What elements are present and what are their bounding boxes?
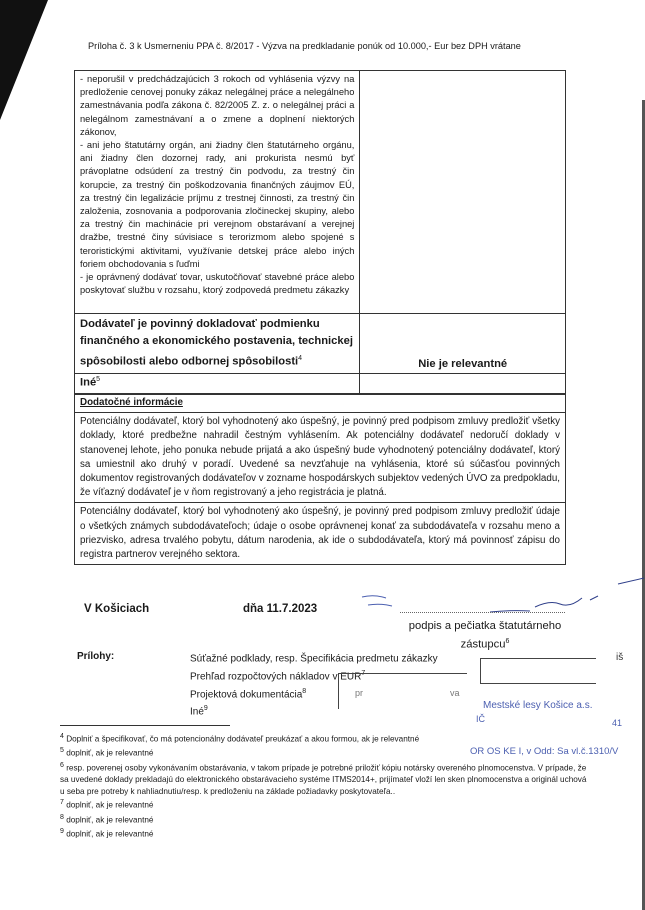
conditions-table [74, 70, 566, 395]
stamp-fragment: pr [355, 688, 364, 698]
condition-item: - je oprávnený dodávať tovar, uskutočňovať stavebné práce alebo poskytovať službu v rozsahu, ktorý zodpovedá predmetu zákazky [80, 272, 355, 296]
stamp-line: Mestské lesy Košice a.s. [483, 700, 593, 711]
footnote: $^4$ Doplniť a špecifikovať, čo má potencionálny dodávateľ preukázať a akou formou, ak je relevantné [60, 733, 420, 744]
additional-info-paragraph: Potenciálny dodávateľ, ktorý bol vyhodnotený ako úspešný, je povinný pred podpisom zmluvy predložiť údaje o všetkých známych subdodávateľoch; údaje o osobe oprávnenej konať za subdodávateľa v rozsahu meno a priezvisko, adresa trvalého pobytu, dátum narodenia, ak ide o subdodávateľa, ktorý má povinnosť zápisu do registra partnerov verejného sektora. [75, 503, 566, 565]
other-label: Iné$^5$ [75, 373, 360, 394]
additional-info-title: Dodatočné informácie [75, 394, 566, 413]
financial-condition-value: Nie je relevantné [360, 314, 566, 374]
attachment-item: Súťažné podklady, resp. Špecifikácia predmetu zákazky [190, 653, 438, 665]
stamp-line: IČ [476, 714, 485, 724]
signature-line [400, 612, 565, 613]
stamp-frame [480, 658, 596, 684]
date: dňa 11.7.2023 [243, 603, 318, 615]
attachment-item: Prehľad rozpočtových nákladov v EUR$^7$ [190, 669, 366, 683]
condition-item: - neporušil v predchádzajúcich 3 rokoch od vyhlásenia výzvy na predloženie cenovej ponuky zákaz nelegálnej práce a nelegálneho zamestnávania podľa zákona č. 82/2005 Z. z. o nelegálnej práci a nelegálnom zamestnávaní a o zmene a doplnení niektorých zákonov, [80, 74, 355, 137]
footnote: $^9$ doplniť, ak je relevantné [60, 827, 154, 839]
footnote: $^7$ doplniť, ak je relevantné [60, 799, 154, 810]
stamp-line: OR OS KE I, v Odd: Sa vl.č.1310/V [470, 746, 619, 757]
footnote: $^6$ resp. poverenej osoby vykonávaním obstarávania, v takom prípade je potrebné priložiť kópiu notársky overeného plnomocenstva. V prípade, že sa uvedené doklady prekladajú do elektronického obstarávacieho systéme ITMS2014+, prijímateľ vloží len sken plnomocenstva a originál uchová u seba pre potreby k nahliadnutiu/resp. k predloženiu na základe požiadavky poskytovateľa.. [60, 761, 587, 796]
conditions-value-cell [360, 71, 566, 314]
page-header: Príloha č. 3 k Usmerneniu PPA č. 8/2017 - Výzva na predkladanie ponúk od 10.000,- Eur bez DPH vrátane [88, 41, 521, 51]
financial-condition-label: Dodávateľ je povinný dokladovať podmienku finančného a ekonomického postavenia, technickej spôsobilosti alebo odbornej spôsobilosti$^4$ [75, 314, 360, 374]
attachments-label: Prílohy: [77, 651, 115, 662]
footnote-divider [60, 725, 230, 726]
signature-label: podpis a pečiatka štatutárneho zástupcu$^6$ [408, 620, 562, 651]
stamp-fragment: va [450, 688, 460, 698]
condition-item: - ani jeho štatutárny orgán, ani žiadny člen štatutárneho orgánu, ani žiadny člen dozornej rady, ani prokurista nesmú byť právoplatne odsúdení za trestný čin podvodu, za trestný čin korupcie, za trestný čin poškodzovania finančných záujmov EÚ, za trestný čin legalizácie príjmu z trestnej činnosti, za trestný čin založenia, zosnovania a podporovania zločineckej skupiny, alebo za trestný čin machinácie pri verejnom obstarávaní a verejnej dražbe, trestné činy súvisiace s terorizmom alebo spojené s teroristickými aktivitami, využívanie detskej práce alebo iných foriem obchodovania s ľuďmi [80, 140, 355, 269]
conditions-cell [75, 71, 360, 314]
footnotes [60, 731, 590, 840]
footnote: $^5$ doplniť, ak je relevantné [60, 747, 154, 759]
attachment-item: Iné$^9$ [190, 705, 208, 718]
footnote: $^8$ doplniť, ak je relevantné [60, 813, 154, 825]
place: V Košiciach [84, 603, 150, 615]
stamp-line: 41 [612, 718, 623, 728]
scan-corner-shadow [0, 0, 48, 120]
additional-info-table [74, 393, 566, 565]
attachment-item: Projektová dokumentácia$^8$ [190, 687, 307, 700]
additional-info-paragraph: Potenciálny dodávateľ, ktorý bol vyhodnotený ako úspešný, je povinný pred podpisom zmluvy predložiť všetky doklady, ktoré predbežne nahradil čestným vyhlásením. Ak potenciálny dodávateľ nedoručí doklady v stanovenej lehote, jeho ponuka nebude prijatá a ako úspešný bude vyhodnotený potenciálny dodávateľ, ktorý sa umiestnil ako druhý v poradí. Uvedené sa nevzťahuje na vyhlásenia, ktoré sú súčasťou povinných dokumentov registrovaných dodávateľov v zozname hospodárskych subjektov vedených ÚVO za predpokladu, že víťazný dodávateľ je v ňom registrovaný a jeho registrácia je platná. [75, 413, 566, 503]
other-value [360, 373, 566, 394]
stamp-fragment: iš [616, 652, 624, 663]
